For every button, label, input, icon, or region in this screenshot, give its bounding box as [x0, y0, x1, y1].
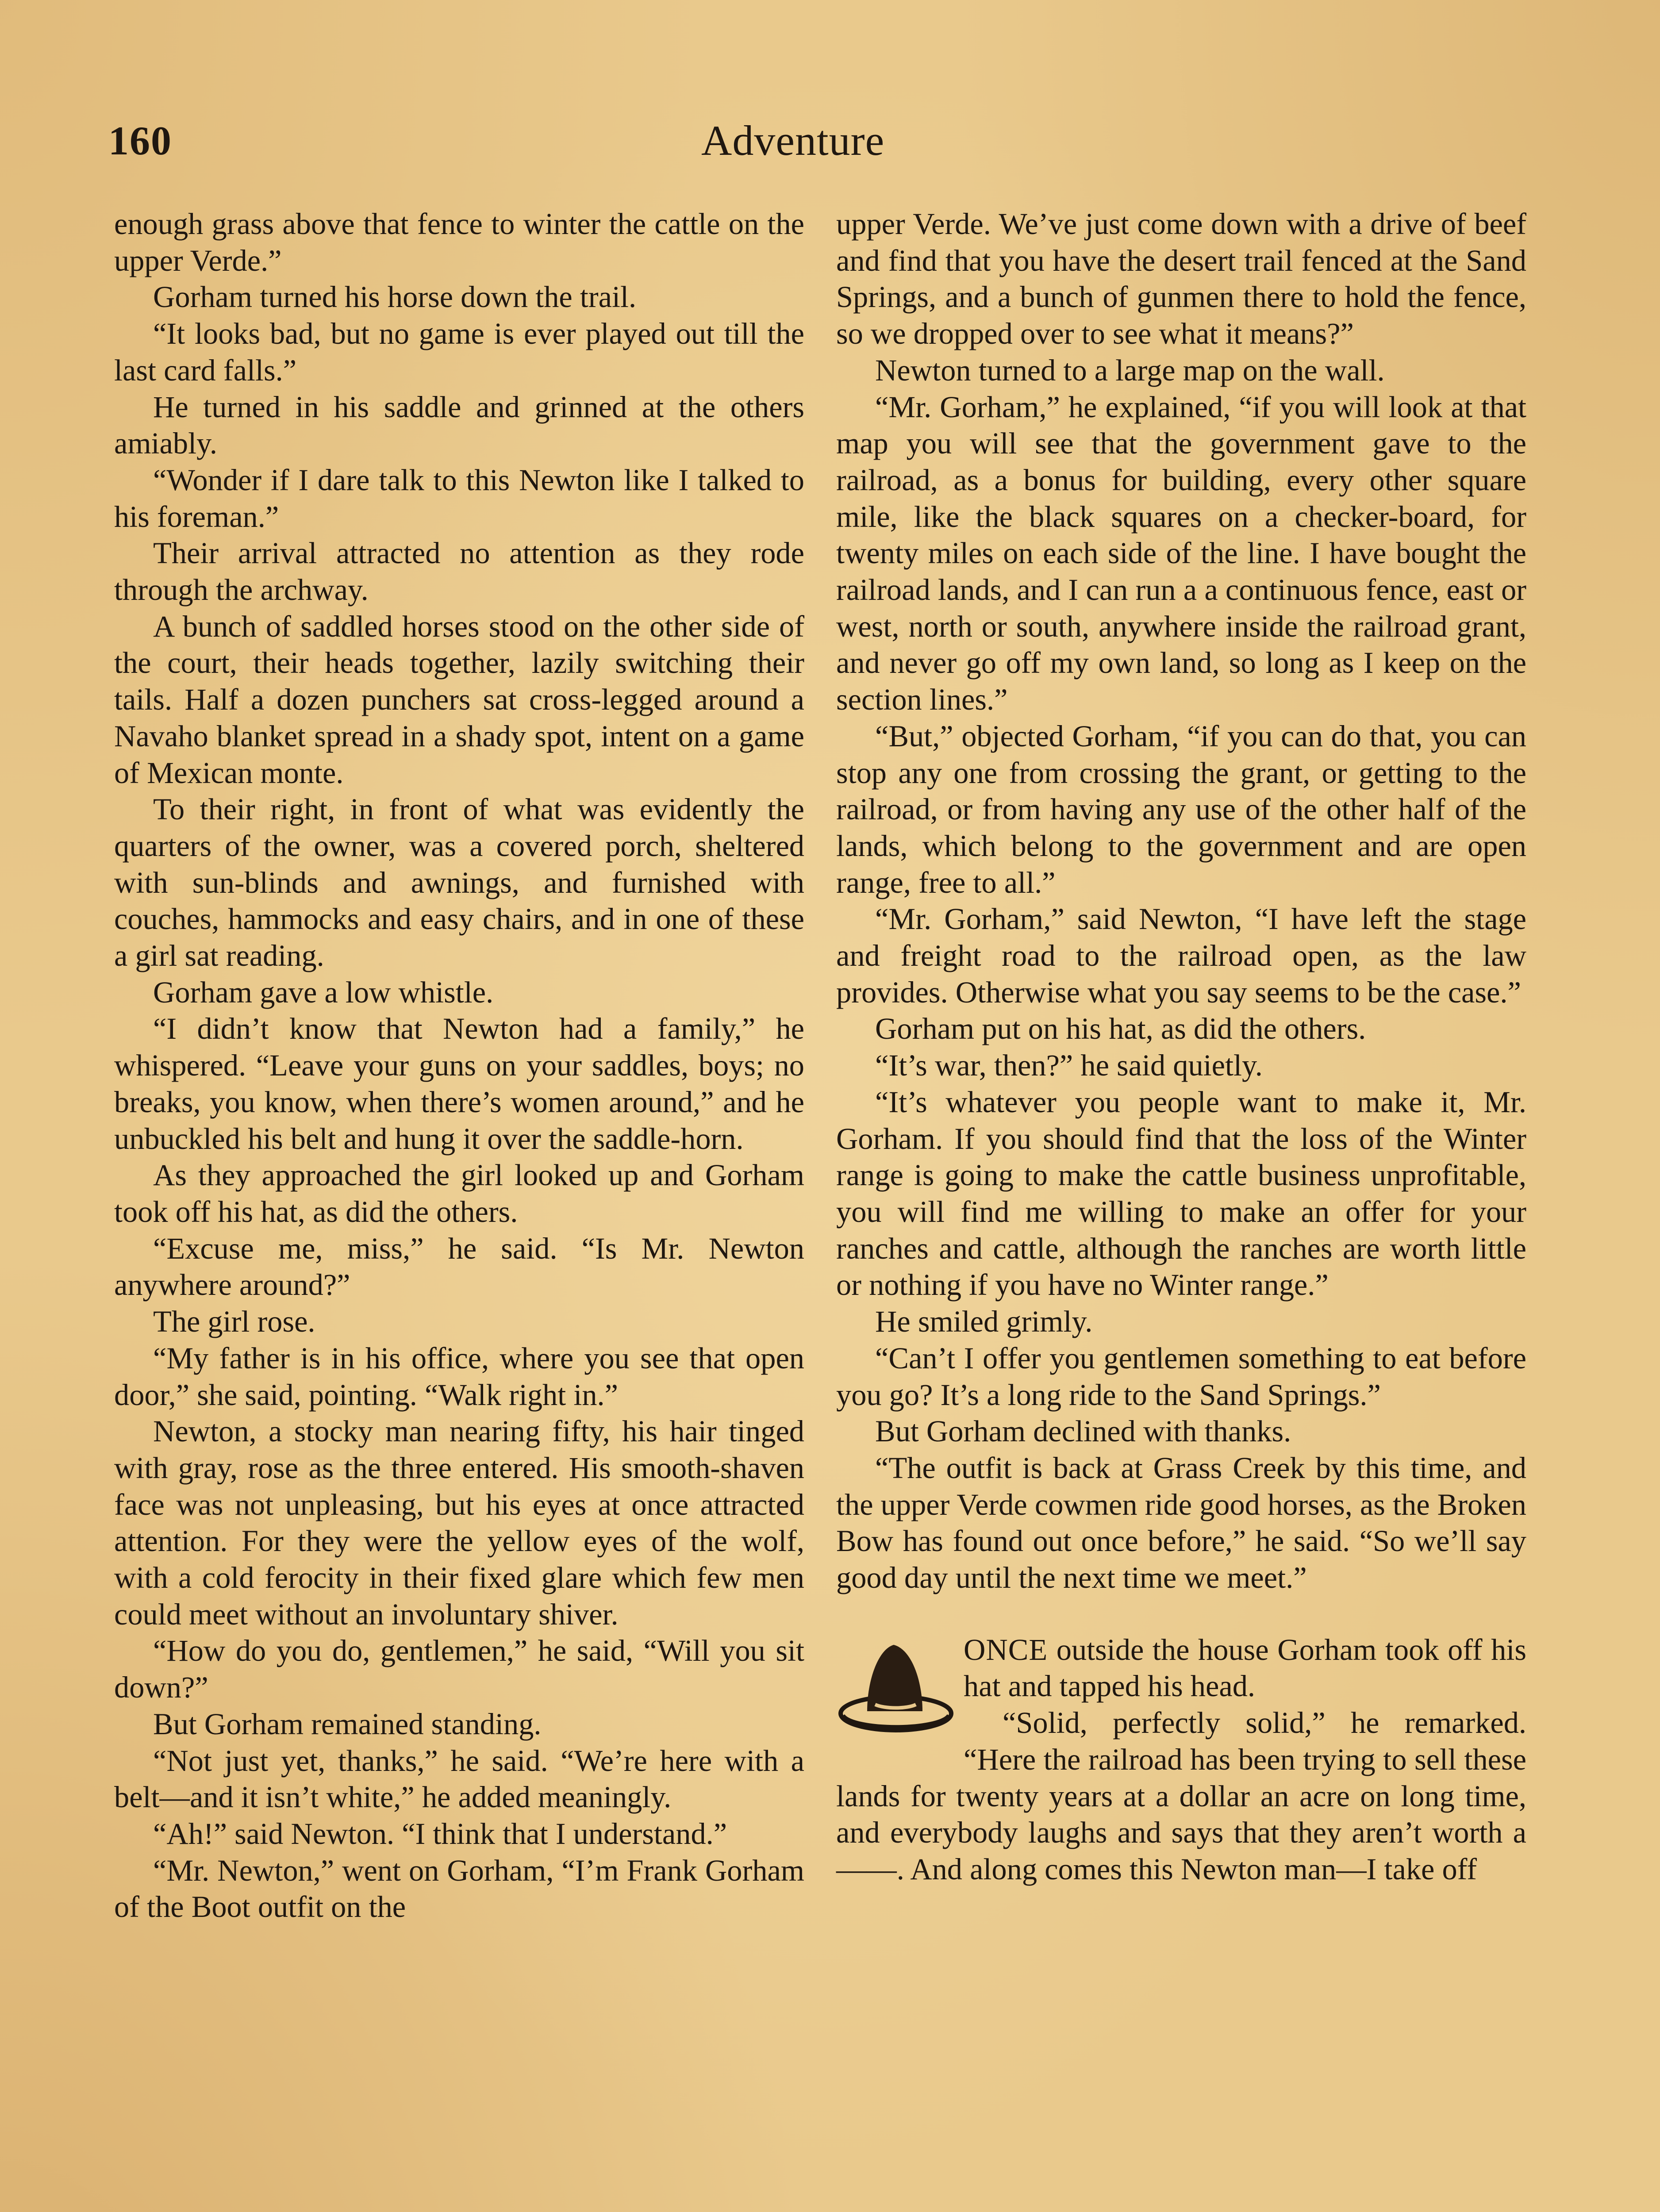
- paragraph: The girl rose.: [153, 1305, 315, 1339]
- paragraph: “Ah!” said Newton. “I think that I understand.”: [153, 1816, 727, 1851]
- paragraph: But Gorham declined with thanks.: [875, 1414, 1291, 1448]
- paragraph: “Wonder if I dare talk to this Newton like I talked to his foreman.”: [114, 463, 804, 534]
- paragraph: “But,” objected Gorham, “if you can do that, you can stop any one from crossing the grant, or getting to the railroad, or from having any use of the other half of the lands, which belong to the government and are open range, free to all.”: [836, 719, 1526, 899]
- paragraph: Their arrival attracted no attention as they rode through the archway.: [114, 536, 804, 607]
- paragraph: He smiled grimly.: [875, 1305, 1093, 1339]
- paragraph: “Solid, perfectly solid,” he remarked. “Here the railroad has been trying to sell these lands for twenty years at a dollar an acre on long time, and everybody laughs and says that they aren’t worth a ——. And along comes this Newton man—I take off: [836, 1706, 1526, 1886]
- paragraph: “I didn’t know that Newton had a family,” he whispered. “Leave your guns on your saddles, boys; no breaks, you know, when there’s women around,” and he unbuckled his belt and hung it over the saddle-horn.: [114, 1012, 804, 1156]
- paragraph: “Can’t I offer you gentlemen something to eat before you go? It’s a long ride to the Sand Springs.”: [836, 1341, 1526, 1412]
- section-lead-text: outside the house Gorham took off his hat and tapped his head.: [964, 1632, 1526, 1703]
- paragraph: A bunch of saddled horses stood on the other side of the court, their heads together, lazily switching their tails. Half a dozen punchers sat cross-legged around a Navaho blanket spread in a shady spot, intent on a game of Mexican monte.: [114, 609, 804, 790]
- paragraph: But Gorham remained standing.: [153, 1707, 542, 1741]
- right-column: [836, 206, 1526, 1888]
- paragraph: enough grass above that fence to winter the cattle on the upper Verde.”: [114, 207, 804, 277]
- paragraph: Gorham put on his hat, as did the others.: [875, 1012, 1366, 1046]
- paragraph: “It’s war, then?” he said quietly.: [875, 1048, 1263, 1083]
- paragraph: He turned in his saddle and grinned at the others amiably.: [114, 390, 804, 461]
- paragraph: Newton turned to a large map on the wall.: [875, 353, 1385, 387]
- paragraph: “Mr. Gorham,” said Newton, “I have left the stage and freight road to the railroad open, as the law provides. Otherwise what you say seems to be the case.”: [836, 902, 1526, 1009]
- running-title: Adventure: [701, 117, 885, 164]
- paragraph: “Mr. Newton,” went on Gorham, “I’m Frank Gorham of the Boot outfit on the: [114, 1853, 804, 1924]
- paragraph: Gorham gave a low whistle.: [153, 975, 494, 1009]
- paragraph: Newton, a stocky man nearing fifty, his hair tinged with gray, rose as the three entered. His smooth-shaven face was not unpleasing, but his eyes at once attracted attention. For they were the yellow eyes of the wolf, with a cold ferocity in their fixed glare which few men could meet without an involuntary shiver.: [114, 1414, 804, 1631]
- page-number: 160: [108, 118, 172, 163]
- paragraph: “Not just yet, thanks,” he said. “We’re here with a belt—and it isn’t white,” he added meaningly.: [114, 1743, 804, 1814]
- paragraph: “Mr. Gorham,” he explained, “if you will look at that map you will see that the government gave to the railroad, as a bonus for building, every other square mile, like the black squares on a checker-board, for twenty miles on each side of the line. I have bought the railroad lands, and I can run a a continuous fence, east or west, north or south, anywhere inside the railroad grant, and never go off my own land, so long as I keep on the section lines.”: [836, 390, 1526, 717]
- paragraph: “How do you do, gentlemen,” he said, “Will you sit down?”: [114, 1634, 804, 1705]
- paragraph: “It’s whatever you people want to make it, Mr. Gorham. If you should find that the loss of the Winter range is going to make the cattle business unprofitable, you will find me willing to make an offer for your ranches and cattle, although the ranches are worth little or nothing if you have no Winter range.”: [836, 1085, 1526, 1302]
- section-lead-caps: ONCE: [964, 1632, 1048, 1667]
- paragraph: “My father is in his office, where you see that open door,” she said, pointing. “Walk right in.”: [114, 1341, 804, 1412]
- cowboy-hat-icon: [836, 1632, 956, 1742]
- paragraph: “It looks bad, but no game is ever played out till the last card falls.”: [114, 317, 804, 387]
- paragraph: upper Verde. We’ve just come down with a drive of beef and find that you have the desert trail fenced at the Sand Springs, and a bunch of gunmen there to hold the fence, so we dropped over to see what it means?”: [836, 207, 1526, 351]
- section-break: [836, 1632, 1526, 1888]
- paragraph: Gorham turned his horse down the trail.: [153, 280, 637, 314]
- left-column: [114, 206, 804, 1925]
- paragraph: To their right, in front of what was evidently the quarters of the owner, was a covered porch, sheltered with sun-blinds and awnings, and furnished with couches, hammocks and easy chairs, and in one of these a girl sat reading.: [114, 792, 804, 973]
- paragraph: As they approached the girl looked up and Gorham took off his hat, as did the others.: [114, 1158, 804, 1229]
- paragraph: “Excuse me, miss,” he said. “Is Mr. Newton anywhere around?”: [114, 1231, 804, 1302]
- paragraph: “The outfit is back at Grass Creek by this time, and the upper Verde cowmen ride good horses, as the Broken Bow has found out once before,” he said. “So we’ll say good day until the next time we meet.”: [836, 1451, 1526, 1595]
